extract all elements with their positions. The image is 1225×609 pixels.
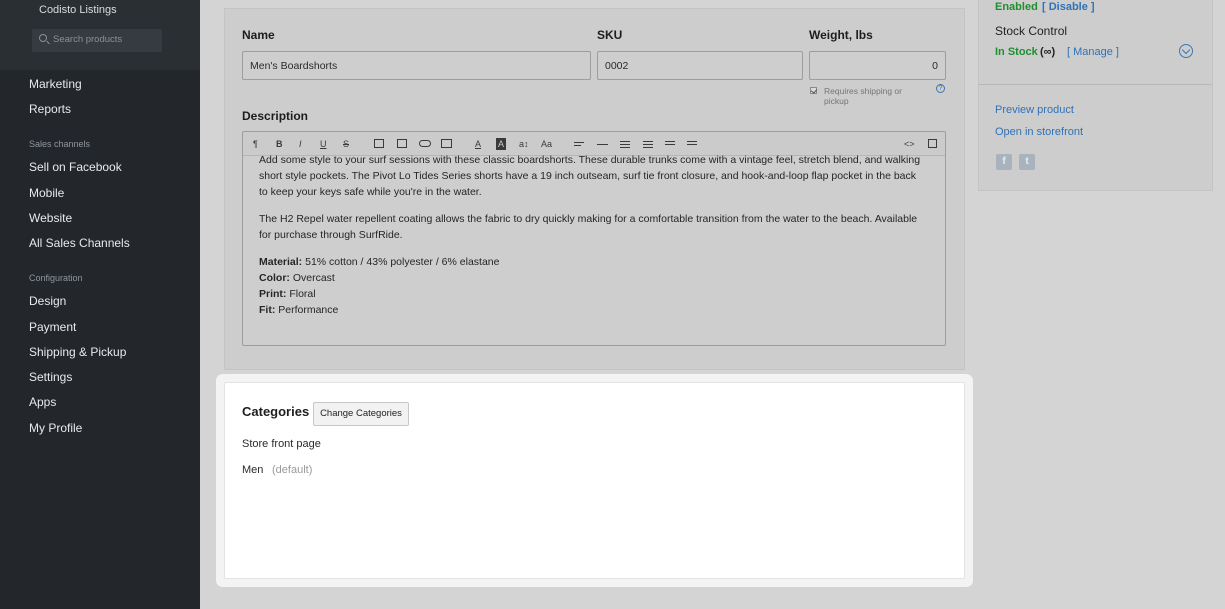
spec-key: Color: bbox=[259, 272, 290, 284]
infinity-stock-indicator: (∞) bbox=[1040, 46, 1056, 58]
spec-value: 51% cotton / 43% polyester / 6% elastane bbox=[302, 256, 500, 268]
divider bbox=[979, 84, 1212, 85]
align-icon[interactable] bbox=[574, 142, 584, 143]
sku-label: SKU bbox=[597, 28, 623, 42]
numbered-list-icon[interactable] bbox=[643, 141, 653, 142]
bold-icon[interactable]: B bbox=[276, 139, 283, 149]
sidebar-item-settings[interactable]: Settings bbox=[29, 370, 73, 384]
categories-card bbox=[224, 382, 965, 579]
spec-key: Print: bbox=[259, 288, 287, 300]
background-color-icon[interactable]: A bbox=[498, 139, 505, 149]
spec-key: Material: bbox=[259, 256, 303, 268]
configuration-heading: Configuration bbox=[29, 273, 83, 283]
sku-field[interactable]: 0002 bbox=[597, 51, 803, 80]
paragraph-icon[interactable]: ¶ bbox=[253, 139, 258, 149]
description-label: Description bbox=[242, 109, 309, 123]
category-men[interactable]: Men bbox=[242, 464, 264, 476]
outdent-icon[interactable] bbox=[665, 141, 675, 142]
italic-icon[interactable]: I bbox=[299, 139, 302, 149]
manage-stock-link[interactable]: [ Manage ] bbox=[1067, 46, 1119, 58]
chevron-down-icon[interactable] bbox=[1179, 44, 1193, 58]
description-paragraph: Add some style to your surf sessions with these classic boardshorts. These durable trunks come with a vintage feel, stretch blend, and walking short style pockets. The Pivot Lo Tides Series shorts have a 19 inch outseam, surf tie front closure, and hook-and-loop flap pocket in the back to keep your keys safe while you're in the water. bbox=[259, 154, 921, 198]
spec-line bbox=[259, 286, 927, 302]
sales-channels-heading: Sales channels bbox=[29, 139, 91, 149]
twitter-share-icon[interactable]: t bbox=[1019, 154, 1035, 170]
code-view-icon[interactable]: <> bbox=[904, 139, 915, 149]
sidebar-top-section bbox=[0, 0, 200, 70]
link-icon[interactable] bbox=[419, 140, 431, 147]
search-placeholder: Search products bbox=[53, 34, 123, 45]
spec-key: Fit: bbox=[259, 304, 276, 316]
preview-product-link[interactable]: Preview product bbox=[995, 104, 1074, 116]
sidebar-item-design[interactable]: Design bbox=[29, 294, 67, 308]
description-paragraph: The H2 Repel water repellent coating allows the fabric to dry quickly making for a comfortable transition from the water to the beach. Available for purchase through SurfRide. bbox=[259, 213, 918, 241]
open-in-storefront-link[interactable]: Open in storefront bbox=[995, 126, 1084, 138]
requires-shipping-label: Requires shipping or pickup bbox=[824, 86, 902, 106]
sidebar-item-marketing[interactable]: Marketing bbox=[29, 77, 82, 91]
sidebar-item-mobile[interactable]: Mobile bbox=[29, 186, 65, 200]
sidebar-item-my-profile[interactable]: My Profile bbox=[29, 421, 83, 435]
sidebar-item-sell-on-facebook[interactable]: Sell on Facebook bbox=[29, 160, 122, 174]
spec-line bbox=[259, 270, 927, 286]
bulleted-list-icon[interactable] bbox=[620, 141, 630, 142]
requires-shipping-checkbox[interactable] bbox=[810, 87, 817, 94]
sidebar-item-reports[interactable]: Reports bbox=[29, 102, 72, 116]
facebook-share-icon[interactable]: f bbox=[996, 154, 1012, 170]
sidebar-item-shipping-pickup[interactable]: Shipping & Pickup bbox=[29, 345, 127, 359]
stock-control-label: Stock Control bbox=[995, 24, 1068, 38]
sidebar-item-codisto-listings[interactable]: Codisto Listings bbox=[39, 4, 117, 16]
video-icon[interactable] bbox=[397, 139, 407, 148]
disable-link[interactable]: [ Disable ] bbox=[1042, 1, 1095, 13]
default-category-tag: (default) bbox=[272, 464, 313, 476]
name-label: Name bbox=[242, 28, 275, 42]
table-icon[interactable] bbox=[441, 139, 452, 148]
weight-field[interactable]: 0 bbox=[809, 51, 946, 80]
sidebar-item-payment[interactable]: Payment bbox=[29, 320, 77, 334]
horizontal-rule-icon[interactable] bbox=[597, 144, 608, 145]
sidebar-item-website[interactable]: Website bbox=[29, 211, 73, 225]
spec-value: Overcast bbox=[289, 272, 335, 284]
info-icon[interactable]: ? bbox=[936, 84, 945, 93]
text-color-icon[interactable]: A bbox=[475, 139, 482, 149]
indent-icon[interactable] bbox=[687, 141, 697, 142]
spec-value: Floral bbox=[286, 288, 316, 300]
font-case-icon[interactable]: Aa bbox=[541, 139, 553, 149]
description-editor[interactable] bbox=[242, 131, 946, 346]
change-categories-button[interactable]: Change Categories bbox=[313, 402, 409, 426]
sidebar bbox=[0, 0, 200, 609]
categories-title: Categories bbox=[242, 404, 310, 419]
fullscreen-icon[interactable] bbox=[928, 139, 937, 148]
spec-value: Performance bbox=[275, 304, 339, 316]
in-stock-status: In Stock bbox=[995, 46, 1038, 58]
image-icon[interactable] bbox=[374, 139, 384, 148]
product-search-input[interactable] bbox=[32, 29, 162, 52]
spec-line bbox=[259, 254, 927, 270]
weight-label: Weight, lbs bbox=[809, 28, 873, 42]
search-icon bbox=[39, 34, 47, 42]
strikethrough-icon[interactable]: S bbox=[343, 139, 350, 149]
underline-icon[interactable]: U bbox=[320, 139, 327, 149]
enabled-status: Enabled bbox=[995, 1, 1038, 13]
spec-line bbox=[259, 302, 927, 318]
sidebar-item-apps[interactable]: Apps bbox=[29, 395, 57, 409]
font-size-icon[interactable]: a↕ bbox=[519, 139, 529, 149]
category-store-front-page[interactable]: Store front page bbox=[242, 438, 321, 450]
sidebar-item-all-sales-channels[interactable]: All Sales Channels bbox=[29, 236, 130, 250]
editor-content[interactable] bbox=[259, 152, 927, 318]
name-field[interactable]: Men's Boardshorts bbox=[242, 51, 591, 80]
product-specs bbox=[259, 254, 927, 318]
